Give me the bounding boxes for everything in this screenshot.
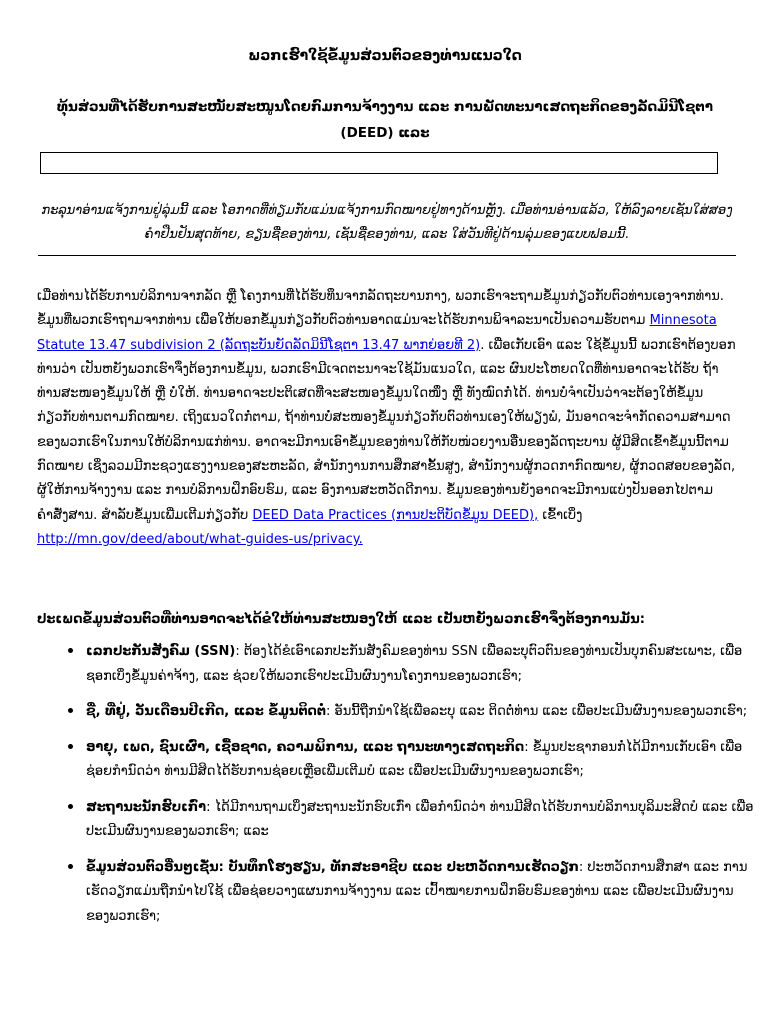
list-item-term: ຂໍ້ມູນສ່ວນຕົວອື່ນໆເຊັ່ນ: ບັນທຶກໂຮງຮຽນ, ທັກສະອາຊີບ ແລະ ປະຫວັດການເຮັດວຽກ — [86, 859, 579, 875]
data-types-list — [62, 638, 756, 938]
paragraph-text-2: . ເພື່ອເກັບເອົາ ແລະ ໃຊ້ຂໍ້ມູນນີ້ ພວກເຮົາຕ້ອງບອກທ່ານວ່າ ເປັນຫຍັງພວກເຮົາຈຶ່ງຕ້ອງການຂໍ້ມູນ, ພວກເຮົາມີເຈດຕະນາຈະໃຊ້ມັນແນວໃດ, ແລະ ຜົນປະໂຫຍດໃດທີ່ທ່ານອາດຈະໄດ້ຮັບ ຖ້າທ່ານສະໜອງຂໍ້ມູນໃຫ້ ຫຼື ບໍ່ໃຫ້. ທ່ານອາດຈະປະຕິເສດທີ່ຈະສະໜອງຂໍ້ມູນໃດໜຶ່ງ ຫຼື ທັງໝົດກໍ່ໄດ້. ທ່ານບໍ່ຈຳເປັນວ່າຈະຕ້ອງໃຫ້ຂໍ້ມູນກ່ຽວກັບທ່ານຕາມກົດໝາຍ. ເຖິງແນວໃດກໍ່ຕາມ, ຖ້າທ່ານບໍ່ສະໜອງຂໍ້ມູນກ່ຽວກັບຕົວທ່ານເອງໃຫ້ພຽງພໍ, ມັນອາດຈະຈຳກັດຄວາມສາມາດຂອງພວກເຮົາໃນການໃຫ້ບໍລິການແກ່ທ່ານ. ອາດຈະມີການເອົາຂໍ້ມູນຂອງທ່ານໃຫ້ກັບໜ່ວຍງານອື່ນຂອງລັດຖະບານ ຜູ້ມີສິດເຂົ້າຂໍ້ມູນນີ້ຕາມກົດໝາຍ ເຊິ່ງລວມມີກະຊວງແຮງງານຂອງສະຫະລັດ, ສຳນັກງານການສຶກສາຂັ້ນສູງ, ສຳນັກງານຜູ້ກວດກາກົດໝາຍ, ຜູ້ກວດສອບຂອງລັດ, ຜູ້ໃຫ້ການຈ້າງງານ ແລະ ການບໍລິການຝຶກອົບຮົມ, ແລະ ອົງການສະຫວັດດີການ. ຂໍ້ມູນຂອງທ່ານຍັງອາດຈະມີການແບ່ງປັນອອກໄປຕາມຄຳສັ່ງສານ. ສຳລັບຂໍ້ມູນເພີ່ມເຕີມກ່ຽວກັບ — [37, 337, 736, 523]
list-item-colon: : — [325, 704, 335, 719]
list-item-colon: : — [578, 859, 588, 875]
document-subtitle: ທຸ້ນສ່ວນທີ່ໄດ້ຮັບການສະໜັບສະໜູນໂດຍກົມການຈ້າງງານ ແລະ ການພັດທະນາເສດຖະກິດຂອງລັດມິນີໂຊຕາ (DEED) ແລະ — [56, 99, 714, 141]
data-practices-paragraph — [37, 285, 740, 552]
statute-link[interactable]: Minnesota Statute 13.47 subdivision 2 (ລັດຖະບັນຍັດລັດມິນີໂຊຕາ 13.47 ພາກຍ່ອຍທີ 2) — [37, 313, 717, 353]
list-item-text: ອັນນີ້ຖືກນຳໃຊ້ເພື່ອລະບຸ ແລະ ຕິດຕໍ່ທ່ານ ແລະ ເພື່ອປະເມີນຜົນງານຂອງພວກເຮົາ; — [334, 704, 748, 719]
paragraph-text-3: ເຂົ້າເບິ່ງ — [538, 507, 583, 523]
list-item — [84, 734, 756, 785]
list-item — [84, 854, 756, 930]
list-item — [84, 638, 756, 689]
list-item-term: ຊື່, ທີ່ຢູ່, ວັນເດືອນປີເກີດ, ແລະ ຂໍ້ມູນຕິດຕໍ່ — [86, 704, 326, 719]
list-item-colon: : — [206, 799, 215, 815]
page-title: ພວກເຮົາໃຊ້ຂໍ້ມູນສ່ວນຕົວຂອງທ່ານແນວໃດ — [248, 48, 522, 64]
privacy-url-link[interactable]: http://mn.gov/deed/about/what-guides-us/privacy. — [37, 531, 363, 547]
list-item — [84, 698, 756, 725]
data-types-heading: ປະເພດຂໍ້ມູນສ່ວນຕົວທີ່ທ່ານອາດຈະໄດ້ຂໍໃຫ້ທ່ານສະໜອງໃຫ້ ແລະ ເປັນຫຍັງພວກເຮົາຈຶ່ງຕ້ອງການມັນ: — [37, 612, 645, 627]
data-practices-link[interactable]: DEED Data Practices (ການປະຕິບັດຂໍ້ມູນ DEED), — [252, 507, 539, 523]
list-item-term: ເລກປະກັນສັງຄົມ (SSN) — [86, 644, 236, 659]
list-item-colon: : — [235, 644, 244, 659]
list-item-term: ສະຖານະນັກຮົບເກົ່າ — [86, 799, 207, 815]
list-item-text: ຂໍ້ມູນປະຊາກອນກໍ່ໄດ້ມີການເກັບເອົາ ເພື່ອຊ່ອຍກຳນົດວ່າ ທ່ານມີສິດໄດ້ຮັບການຊ່ອຍເຫຼືອເພີ່ມເຕີມບໍ ແລະ ເພື່ອປະເມີນຜົນງານຂອງພວກເຮົາ; — [86, 739, 743, 779]
list-item-text: ຕ້ອງໄດ້ຂໍເອົາເລກປະກັນສັງຄົມຂອງທ່ານ SSN ເພື່ອລະບຸຕົວຕົນຂອງທ່ານເປັນບຸກຄົນສະເພາະ, ເພື່ອຊອກເບິ່ງຂໍ້ມູນຄ່າຈ້າງ, ແລະ ຊ່ວຍໃຫ້ພວກເຮົາປະເມີນຜົນງານໂຄງການຂອງພວກເຮົາ; — [86, 644, 743, 684]
paragraph-text-1: ເມື່ອທ່ານໄດ້ຮັບການບໍລິການຈາກລັດ ຫຼື ໂຄງການທີ່ໄດ້ຮັບທຶນຈາກລັດຖະບານກາງ, ພວກເຮົາຈະຖາມຂໍ້ມູນກ່ຽວກັບຕົວທ່ານເອງຈາກທ່ານ. ຂໍ້ມູນທີ່ພວກເຮົາຖາມຈາກທ່ານ ເພື່ອໃຫ້ບອກຂໍ້ມູນກ່ຽວກັບຕົວທ່ານອາດແມ່ນຈະໄດ້ຮັບການພິຈາລະນາເປັນຄວາມຮັບຕາມ — [37, 289, 724, 329]
list-item-term: ອາຍຸ, ເພດ, ຊົນເຜົ່າ, ເຊື້ອຊາດ, ຄວາມພິການ, ແລະ ຖານະທາງເສດຖະກິດ — [86, 739, 525, 755]
list-item — [84, 794, 756, 845]
partner-name-field[interactable] — [40, 152, 718, 174]
list-item-text: ໄດ້ມີການຖາມເບິ່ງສະຖານະນັກຮົບເກົ່າ ເພື່ອກຳນົດວ່າ ທ່ານມີສິດໄດ້ຮັບການບໍລິການບຸລິມະສິດບໍ ແລະ ເພື່ອປະເມີນຜົນງານຂອງພວກເຮົາ; ແລະ — [86, 799, 754, 839]
list-item-colon: : — [524, 739, 533, 755]
intro-instructions: ກະລຸນາອ່ານແຈ້ງການຢູ່ລຸ່ມນີ້ ແລະ ໂອກາດທີ່ທ່ຽມກັບແມ່ນແຈ້ງການກົດໝາຍຢູ່ທາງດ້ານຫຼັງ. ເມື່ອທ່ານອ່ານແລ້ວ, ໃຫ້ລົງລາຍເຊັນໃສ່ສອງຄຳຢືນຢັນສຸດທ້າຍ, ຂຽນຊື່ຂອງທ່ານ, ເຊັນຊື່ຂອງທ່ານ, ແລະ ໃສ່ວັນທີຢູ່ດ້ານລຸ່ມຂອງແບບຟອມນີ້. — [38, 199, 736, 256]
list-item-text: ປະຫວັດການສຶກສາ ແລະ ການເຮັດວຽກແມ່ນຖືກນຳໄປໃຊ້ ເພື່ອຊ່ອຍວາງແຜນການຈ້າງງານ ແລະ ເປົ້າໝາຍການຝຶກອົບຮົມຂອງທ່ານ ແລະ ເພື່ອປະເມີນຜົນງານຂອງພວກເຮົາ; — [86, 859, 748, 924]
